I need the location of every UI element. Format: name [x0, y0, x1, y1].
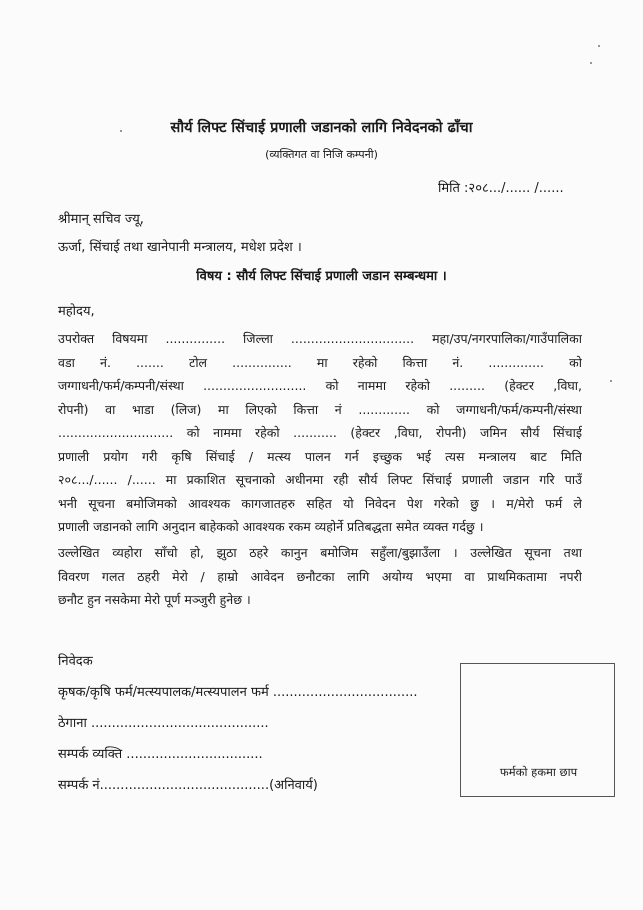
- paragraph-line: जग्गाधनी/फर्म/कम्पनी/संस्था .......................... को नाममा रहेको ......... (हेक्टर ,विघा,: [58, 378, 582, 393]
- page-title: सौर्य लिफ्ट सिंचाई प्रणाली जडानको लागि निवेदनको ढाँचा: [170, 120, 473, 136]
- scan-speck: [590, 62, 592, 64]
- paragraph-line: विवरण गलत ठहरी मेरो / हाम्रो आवेदन छनौटका लागि अयोग्य भएमा वा प्राथमिकतामा नपरी: [58, 568, 582, 584]
- address-field: ठेगाना ...........................................: [58, 716, 269, 731]
- paragraph-line: प्रणाली प्रयोग गरी कृषि सिंचाई / मत्स्य पालन गर्न इच्छुक भई त्यस मन्त्रालय बाट मिति: [58, 448, 582, 464]
- paragraph-line: उपरोक्त विषयमा ............... जिल्ला ............................... महा/उप/नगरपालिका/गाउँपालिका: [58, 331, 582, 346]
- ministry-address: ऊर्जा, सिंचाई तथा खानेपानी मन्त्रालय, मधेश प्रदेश ।: [58, 240, 302, 255]
- contact-person-field: सम्पर्क व्यक्ति .................................: [58, 747, 263, 762]
- subject-line: विषय : सौर्य लिफ्ट सिंचाई प्रणाली जडान सम्बन्धमा ।: [196, 269, 447, 284]
- salutation: श्रीमान् सचिव ज्यू,: [58, 212, 144, 227]
- applicant-heading: निवेदक: [58, 654, 93, 669]
- date-line: मिति :२०८.../...... /......: [438, 181, 564, 196]
- stamp-box: [460, 663, 615, 797]
- stamp-label: फर्मको हकमा छाप: [499, 765, 578, 779]
- greeting: महोदय,: [58, 304, 95, 319]
- scan-speck: [120, 130, 122, 132]
- contact-number-field: सम्पर्क नं.........................................(अनिवार्य): [58, 778, 318, 793]
- body-paragraph-1: [58, 327, 582, 539]
- paragraph-line: उल्लेखित व्यहोरा साँचो हो, झुठा ठहरे कानुन बमोजिम सहुँला/बुझाउँला । उल्लेखित सूचना तथा: [58, 545, 582, 560]
- farmer-firm-field: कृषक/कृषि फर्म/मत्स्यपालक/मत्स्यपालन फर्म ...................................: [58, 685, 418, 700]
- paragraph-line: ............................. को नाममा रहेको ........... (हेक्टर ,विघा, रोपनी) जमिन सौर्य सिंचाई: [58, 425, 582, 440]
- paragraph-line: छनौट हुन नसकेमा मेरो पूर्ण मञ्जुरी हुनेछ ।: [58, 592, 251, 607]
- page-subtitle: (व्यक्तिगत वा निजि कम्पनी): [265, 148, 378, 161]
- paragraph-line: भनी सूचना बमोजिमको आवश्यक कागजातहरु सहित यो निवेदन पेश गरेको छु । म/मेरो फर्म ले: [58, 495, 582, 511]
- scan-speck: [598, 45, 600, 47]
- paragraph-line: रोपनी) वा भाडा (लिज) मा लिएको कित्ता नं ............. को जग्गाधनी/फर्म/कम्पनी/संस्था: [58, 401, 582, 417]
- paragraph-line: २०८.../...... /...... मा प्रकाशित सूचनाको अधीनमा रही सौर्य लिफ्ट सिंचाई प्रणाली जडान गरि पाउँ: [58, 472, 582, 487]
- paragraph-line: प्रणाली जडानको लागि अनुदान बाहेकको आवश्यक रकम व्यहोर्ने प्रतिबद्धता समेत व्यक्त गर्दछु ।: [58, 519, 484, 534]
- body-paragraph-2: [58, 541, 582, 612]
- paragraph-line: वडा नं. ....... टोल ............... मा रहेको कित्ता नं. .............. को: [58, 354, 582, 370]
- scan-speck: [610, 380, 612, 382]
